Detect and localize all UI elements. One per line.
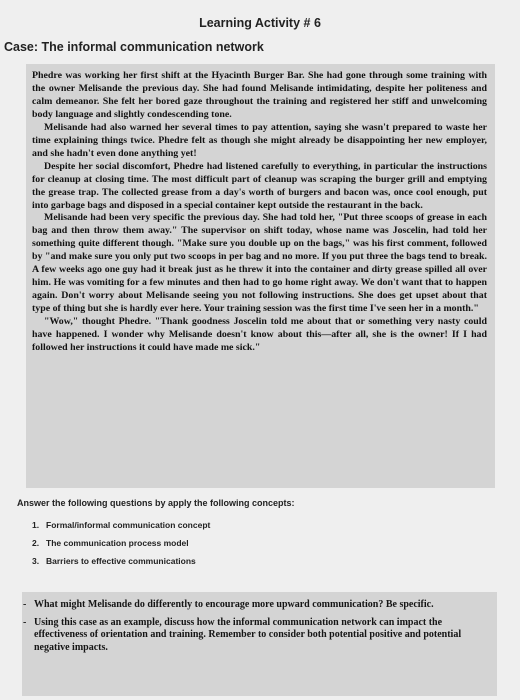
concept-item: [32, 552, 472, 570]
concept-text: The communication process model: [46, 538, 189, 548]
concept-text: Barriers to effective communications: [46, 556, 196, 566]
question-item: [23, 599, 487, 612]
concept-item: [32, 534, 472, 552]
case-heading: Case: The informal communication network: [4, 40, 264, 54]
story-paragraph: Phedre was working her first shift at the Hyacinth Burger Bar. She had gone through some training with the owner Melisande the previous day. She had found Melisande intimidating, despite her politeness and calm demeanor. She felt her bored gaze throughout the training and registered her stiff and unwelcoming body language and slightly condescending tone.: [32, 70, 487, 120]
bullet-dash-icon: -: [23, 599, 27, 610]
activity-title: Learning Activity # 6: [199, 16, 321, 30]
story-paragraph: Despite her social discomfort, Phedre had listened carefully to everything, in particular the instructions for cleanup at closing time. The most difficult part of cleanup was scraping the burger grill and emptying the grease trap. The collected grease from a day's worth of burgers and bacon was, once cool enough, put into garbage bags and disposed in a special container kept outside the restaurant in the back.: [32, 160, 487, 211]
questions-prompt: Answer the following questions by apply the following concepts:: [17, 498, 295, 508]
case-story-box: [26, 64, 495, 488]
question-item: [23, 616, 487, 655]
questions-box: [22, 592, 497, 696]
bullet-dash-icon: -: [23, 616, 27, 628]
concept-number: 1.: [32, 520, 40, 530]
concept-text: Formal/informal communication concept: [46, 520, 211, 530]
concept-number: 3.: [32, 556, 40, 566]
story-paragraph: "Wow," thought Phedre. "Thank goodness Joscelin told me about that or something very nasty could have happened. I wonder why Melisande doesn't know about this—after all, she is the owner! If I had followed her instructions it could have made me sick.": [32, 316, 487, 354]
concept-item: [32, 516, 472, 534]
story-paragraph: Melisande had been very specific the previous day. She had told her, "Put three scoops of grease in each bag and then throw them away." The supervisor on shift today, whose name was Joscelin, had told her something quite different though. "Make sure you double up on the bags," was his first comment, followed by "and make sure you only put two scoops in per bag and no more. If you put three the bags tend to break. A few weeks ago one guy had it break just as he threw it into the container and dirty grease spilled all over him. He was vomiting for a few minutes and then had to go home right away. We don't want that to happen again. Don't worry about Melisande seeing you not following instructions. She does get upset about that type of thing but she is hardly ever here. Your training session was the first time I've seen her in a month.": [32, 212, 487, 315]
question-text: What might Melisande do differently to encourage more upward communication? Be specific.: [34, 599, 434, 610]
concepts-list: [32, 516, 472, 570]
question-text: Using this case as an example, discuss how the informal communication network can impact the effectiveness of orientation and training. Remember to consider both potential positive and potential negative impacts.: [34, 616, 462, 653]
story-paragraph: Melisande had also warned her several times to pay attention, saying she wasn't prepared to waste her time explaining things twice. Phedre felt as though she might already be disappointing her new employer, and she hadn't even done anything yet!: [32, 121, 487, 159]
concept-number: 2.: [32, 538, 40, 548]
